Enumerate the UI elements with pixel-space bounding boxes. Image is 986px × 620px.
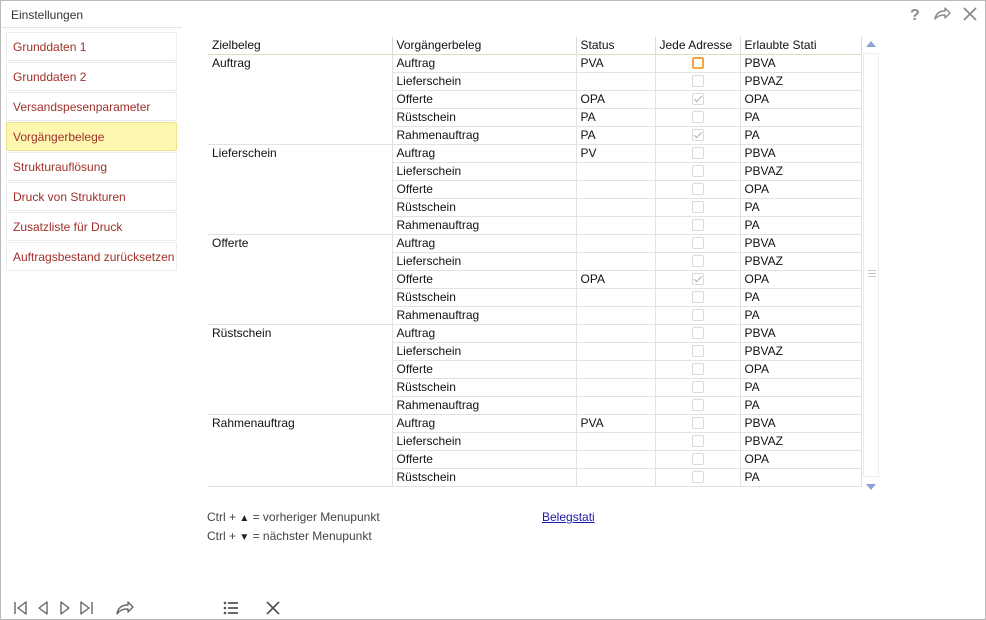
cell-erlaubte-stati[interactable]: OPA bbox=[740, 90, 861, 108]
close-icon[interactable] bbox=[961, 5, 979, 23]
cell-vorgaengerbeleg[interactable]: Offerte bbox=[392, 270, 576, 288]
jede-adresse-checkbox[interactable] bbox=[692, 435, 704, 447]
cell-vorgaengerbeleg[interactable]: Auftrag bbox=[392, 324, 576, 342]
jede-adresse-checkbox[interactable] bbox=[692, 345, 704, 357]
title-divider bbox=[2, 27, 182, 28]
table-row[interactable] bbox=[208, 108, 861, 126]
cell-jede-adresse[interactable] bbox=[655, 396, 740, 414]
cell-vorgaengerbeleg[interactable]: Offerte bbox=[392, 180, 576, 198]
cell-status[interactable]: PA bbox=[576, 108, 655, 126]
cell-erlaubte-stati[interactable]: PBVAZ bbox=[740, 252, 861, 270]
cell-zielbeleg[interactable] bbox=[208, 396, 392, 414]
cell-jede-adresse[interactable] bbox=[655, 468, 740, 486]
jede-adresse-checkbox[interactable] bbox=[692, 309, 704, 321]
cell-jede-adresse[interactable] bbox=[655, 162, 740, 180]
jede-adresse-checkbox[interactable] bbox=[692, 219, 704, 231]
jede-adresse-checkbox[interactable] bbox=[692, 201, 704, 213]
close-icon[interactable] bbox=[263, 598, 283, 618]
cell-erlaubte-stati[interactable]: PA bbox=[740, 468, 861, 486]
cell-jede-adresse[interactable] bbox=[655, 144, 740, 162]
cell-status[interactable] bbox=[576, 468, 655, 486]
cell-erlaubte-stati[interactable]: PBVAZ bbox=[740, 162, 861, 180]
cell-erlaubte-stati[interactable]: PBVA bbox=[740, 324, 861, 342]
cell-status[interactable] bbox=[576, 342, 655, 360]
table-row[interactable] bbox=[208, 306, 861, 324]
cell-vorgaengerbeleg[interactable]: Lieferschein bbox=[392, 72, 576, 90]
first-record-icon[interactable] bbox=[11, 598, 31, 618]
cell-jede-adresse[interactable] bbox=[655, 108, 740, 126]
cell-status[interactable] bbox=[576, 324, 655, 342]
vertical-scrollbar[interactable] bbox=[863, 37, 879, 492]
cell-jede-adresse[interactable] bbox=[655, 180, 740, 198]
cell-vorgaengerbeleg[interactable]: Lieferschein bbox=[392, 252, 576, 270]
next-record-icon[interactable] bbox=[55, 598, 75, 618]
cell-erlaubte-stati[interactable]: PBVAZ bbox=[740, 72, 861, 90]
jede-adresse-checkbox[interactable] bbox=[692, 183, 704, 195]
jede-adresse-checkbox[interactable] bbox=[692, 147, 704, 159]
jede-adresse-checkbox[interactable] bbox=[692, 417, 704, 429]
cell-zielbeleg[interactable]: Rüstschein bbox=[208, 324, 392, 342]
cell-erlaubte-stati[interactable]: OPA bbox=[740, 360, 861, 378]
table-row[interactable] bbox=[208, 54, 861, 72]
cell-vorgaengerbeleg[interactable]: Lieferschein bbox=[392, 432, 576, 450]
jede-adresse-checkbox[interactable] bbox=[692, 471, 704, 483]
hint-text: = nächster Menupunkt bbox=[249, 529, 372, 543]
up-triangle-icon: ▲ bbox=[239, 513, 250, 524]
cell-vorgaengerbeleg[interactable]: Auftrag bbox=[392, 54, 576, 72]
cell-status[interactable] bbox=[576, 378, 655, 396]
jede-adresse-checkbox[interactable] bbox=[692, 363, 704, 375]
sidebar-item-grunddaten-2[interactable]: Grunddaten 2 bbox=[6, 62, 177, 91]
cell-erlaubte-stati[interactable]: PA bbox=[740, 396, 861, 414]
jede-adresse-checkbox[interactable] bbox=[692, 93, 704, 105]
jede-adresse-checkbox[interactable] bbox=[692, 291, 704, 303]
table-row[interactable] bbox=[208, 90, 861, 108]
cell-zielbeleg[interactable] bbox=[208, 198, 392, 216]
cell-jede-adresse[interactable] bbox=[655, 288, 740, 306]
table-row[interactable] bbox=[208, 378, 861, 396]
hint-next-menu bbox=[207, 529, 372, 543]
cell-zielbeleg[interactable] bbox=[208, 180, 392, 198]
table-row[interactable] bbox=[208, 450, 861, 468]
cell-zielbeleg[interactable] bbox=[208, 270, 392, 288]
cell-erlaubte-stati[interactable]: PA bbox=[740, 108, 861, 126]
cell-status[interactable] bbox=[576, 198, 655, 216]
cell-status[interactable] bbox=[576, 216, 655, 234]
cell-erlaubte-stati[interactable]: PBVAZ bbox=[740, 342, 861, 360]
scroll-grip-icon[interactable] bbox=[868, 270, 876, 277]
table-row[interactable] bbox=[208, 180, 861, 198]
sidebar-item-strukturauflösung[interactable]: Strukturauflösung bbox=[6, 152, 177, 181]
cell-erlaubte-stati[interactable]: PBVA bbox=[740, 144, 861, 162]
cell-erlaubte-stati[interactable]: PBVA bbox=[740, 234, 861, 252]
cell-jede-adresse[interactable] bbox=[655, 414, 740, 432]
cell-status[interactable] bbox=[576, 432, 655, 450]
cell-vorgaengerbeleg[interactable]: Rahmenauftrag bbox=[392, 396, 576, 414]
sidebar-item-zusatzliste-für-druck[interactable]: Zusatzliste für Druck bbox=[6, 212, 177, 241]
cell-vorgaengerbeleg[interactable]: Offerte bbox=[392, 360, 576, 378]
predecessor-table bbox=[208, 37, 862, 487]
cell-jede-adresse[interactable] bbox=[655, 72, 740, 90]
cell-vorgaengerbeleg[interactable]: Offerte bbox=[392, 450, 576, 468]
cell-zielbeleg[interactable] bbox=[208, 432, 392, 450]
cell-status[interactable]: OPA bbox=[576, 270, 655, 288]
forward-share-icon[interactable] bbox=[115, 598, 135, 618]
cell-status[interactable] bbox=[576, 306, 655, 324]
header-zielbeleg[interactable]: Zielbeleg bbox=[208, 37, 392, 54]
table-row[interactable] bbox=[208, 414, 861, 432]
cell-zielbeleg[interactable]: Rahmenauftrag bbox=[208, 414, 392, 432]
cell-erlaubte-stati[interactable]: PA bbox=[740, 288, 861, 306]
header-status[interactable]: Status bbox=[576, 37, 655, 54]
cell-vorgaengerbeleg[interactable]: Lieferschein bbox=[392, 162, 576, 180]
cell-jede-adresse[interactable] bbox=[655, 342, 740, 360]
cell-zielbeleg[interactable] bbox=[208, 126, 392, 144]
list-menu-icon[interactable] bbox=[221, 598, 241, 618]
table-row[interactable] bbox=[208, 324, 861, 342]
cell-vorgaengerbeleg[interactable]: Rüstschein bbox=[392, 468, 576, 486]
settings-sidebar bbox=[6, 32, 177, 272]
cell-jede-adresse[interactable] bbox=[655, 216, 740, 234]
hint-previous-menu bbox=[207, 510, 380, 524]
header-jede-adresse[interactable]: Jede Adresse bbox=[655, 37, 740, 54]
cell-status[interactable] bbox=[576, 234, 655, 252]
cell-zielbeleg[interactable] bbox=[208, 72, 392, 90]
cell-erlaubte-stati[interactable]: PBVAZ bbox=[740, 432, 861, 450]
down-triangle-icon: ▼ bbox=[239, 532, 250, 543]
scroll-down-arrow-icon[interactable] bbox=[866, 484, 876, 490]
sidebar-item-grunddaten-1[interactable]: Grunddaten 1 bbox=[6, 32, 177, 61]
jede-adresse-checkbox[interactable] bbox=[692, 237, 704, 249]
jede-adresse-checkbox[interactable] bbox=[692, 129, 704, 141]
cell-zielbeleg[interactable] bbox=[208, 108, 392, 126]
cell-jede-adresse[interactable] bbox=[655, 252, 740, 270]
table-row[interactable] bbox=[208, 396, 861, 414]
jede-adresse-checkbox[interactable] bbox=[692, 399, 704, 411]
cell-jede-adresse[interactable] bbox=[655, 126, 740, 144]
belegstati-link[interactable]: Belegstati bbox=[542, 510, 595, 524]
cell-zielbeleg[interactable] bbox=[208, 342, 392, 360]
cell-vorgaengerbeleg[interactable]: Rahmenauftrag bbox=[392, 126, 576, 144]
cell-status[interactable] bbox=[576, 288, 655, 306]
table-row[interactable] bbox=[208, 72, 861, 90]
cell-vorgaengerbeleg[interactable]: Lieferschein bbox=[392, 342, 576, 360]
cell-status[interactable] bbox=[576, 360, 655, 378]
cell-jede-adresse[interactable] bbox=[655, 198, 740, 216]
cell-erlaubte-stati[interactable]: OPA bbox=[740, 270, 861, 288]
table-row[interactable] bbox=[208, 198, 861, 216]
previous-record-icon[interactable] bbox=[33, 598, 53, 618]
table-row[interactable] bbox=[208, 360, 861, 378]
table-row[interactable] bbox=[208, 432, 861, 450]
cell-jede-adresse[interactable] bbox=[655, 360, 740, 378]
cell-status[interactable]: OPA bbox=[576, 90, 655, 108]
cell-erlaubte-stati[interactable]: OPA bbox=[740, 450, 861, 468]
window-title: Einstellungen bbox=[11, 8, 84, 22]
jede-adresse-checkbox[interactable] bbox=[692, 255, 704, 267]
table-row[interactable] bbox=[208, 252, 861, 270]
cell-zielbeleg[interactable] bbox=[208, 306, 392, 324]
hint-prefix: Ctrl + bbox=[207, 529, 240, 543]
cell-vorgaengerbeleg[interactable]: Auftrag bbox=[392, 144, 576, 162]
cell-jede-adresse[interactable] bbox=[655, 450, 740, 468]
table-row[interactable] bbox=[208, 288, 861, 306]
cell-status[interactable] bbox=[576, 180, 655, 198]
sidebar-item-druck-von-strukturen[interactable]: Druck von Strukturen bbox=[6, 182, 177, 211]
cell-erlaubte-stati[interactable]: PA bbox=[740, 216, 861, 234]
jede-adresse-checkbox[interactable] bbox=[692, 273, 704, 285]
cell-status[interactable]: PA bbox=[576, 126, 655, 144]
help-icon[interactable] bbox=[905, 5, 923, 23]
cell-jede-adresse[interactable] bbox=[655, 90, 740, 108]
cell-status[interactable]: PV bbox=[576, 144, 655, 162]
cell-erlaubte-stati[interactable]: PA bbox=[740, 198, 861, 216]
jede-adresse-checkbox[interactable] bbox=[692, 111, 704, 123]
cell-jede-adresse[interactable] bbox=[655, 324, 740, 342]
cell-erlaubte-stati[interactable]: OPA bbox=[740, 180, 861, 198]
header-vorgaengerbeleg[interactable]: Vorgängerbeleg bbox=[392, 37, 576, 54]
cell-vorgaengerbeleg[interactable]: Offerte bbox=[392, 90, 576, 108]
cell-zielbeleg[interactable] bbox=[208, 360, 392, 378]
jede-adresse-checkbox[interactable] bbox=[692, 327, 704, 339]
cell-zielbeleg[interactable] bbox=[208, 450, 392, 468]
cell-status[interactable] bbox=[576, 252, 655, 270]
scroll-track[interactable] bbox=[863, 53, 879, 477]
predecessor-grid bbox=[208, 37, 861, 487]
cell-zielbeleg[interactable]: Auftrag bbox=[208, 54, 392, 72]
cell-erlaubte-stati[interactable]: PA bbox=[740, 126, 861, 144]
table-row[interactable] bbox=[208, 234, 861, 252]
table-row[interactable] bbox=[208, 342, 861, 360]
cell-vorgaengerbeleg[interactable]: Rüstschein bbox=[392, 108, 576, 126]
table-row[interactable] bbox=[208, 468, 861, 486]
table-row[interactable] bbox=[208, 216, 861, 234]
scroll-up-arrow-icon[interactable] bbox=[866, 41, 876, 47]
sidebar-item-versandspesenparameter[interactable]: Versandspesenparameter bbox=[6, 92, 177, 121]
cell-status[interactable] bbox=[576, 450, 655, 468]
cell-erlaubte-stati[interactable]: PBVA bbox=[740, 54, 861, 72]
jede-adresse-checkbox[interactable] bbox=[692, 381, 704, 393]
last-record-icon[interactable] bbox=[76, 598, 96, 618]
cell-jede-adresse[interactable] bbox=[655, 306, 740, 324]
window-controls bbox=[905, 5, 979, 23]
cell-status[interactable] bbox=[576, 162, 655, 180]
cell-erlaubte-stati[interactable]: PA bbox=[740, 378, 861, 396]
header-erlaubte-stati[interactable]: Erlaubte Stati bbox=[740, 37, 861, 54]
cell-vorgaengerbeleg[interactable]: Auftrag bbox=[392, 234, 576, 252]
cell-zielbeleg[interactable] bbox=[208, 288, 392, 306]
jede-adresse-checkbox[interactable] bbox=[692, 57, 704, 69]
cell-vorgaengerbeleg[interactable]: Rüstschein bbox=[392, 198, 576, 216]
cell-vorgaengerbeleg[interactable]: Rüstschein bbox=[392, 378, 576, 396]
cell-zielbeleg[interactable] bbox=[208, 252, 392, 270]
hint-prefix: Ctrl + bbox=[207, 510, 240, 524]
cell-zielbeleg[interactable] bbox=[208, 468, 392, 486]
sidebar-item-vorgängerbelege[interactable]: Vorgängerbelege bbox=[6, 122, 177, 151]
cell-jede-adresse[interactable] bbox=[655, 432, 740, 450]
cell-zielbeleg[interactable] bbox=[208, 90, 392, 108]
svg-text:?: ? bbox=[910, 7, 920, 23]
forward-share-icon[interactable] bbox=[933, 5, 951, 23]
jede-adresse-checkbox[interactable] bbox=[692, 165, 704, 177]
cell-vorgaengerbeleg[interactable]: Auftrag bbox=[392, 414, 576, 432]
cell-status[interactable]: PVA bbox=[576, 414, 655, 432]
cell-jede-adresse[interactable] bbox=[655, 378, 740, 396]
cell-zielbeleg[interactable] bbox=[208, 378, 392, 396]
cell-erlaubte-stati[interactable]: PBVA bbox=[740, 414, 861, 432]
cell-jede-adresse[interactable] bbox=[655, 270, 740, 288]
cell-zielbeleg[interactable] bbox=[208, 216, 392, 234]
jede-adresse-checkbox[interactable] bbox=[692, 453, 704, 465]
cell-status[interactable]: PVA bbox=[576, 54, 655, 72]
cell-erlaubte-stati[interactable]: PA bbox=[740, 306, 861, 324]
cell-vorgaengerbeleg[interactable]: Rahmenauftrag bbox=[392, 306, 576, 324]
cell-zielbeleg[interactable] bbox=[208, 162, 392, 180]
cell-status[interactable] bbox=[576, 72, 655, 90]
table-row[interactable] bbox=[208, 126, 861, 144]
cell-zielbeleg[interactable]: Offerte bbox=[208, 234, 392, 252]
cell-zielbeleg[interactable]: Lieferschein bbox=[208, 144, 392, 162]
hint-text: = vorheriger Menupunkt bbox=[249, 510, 380, 524]
table-row[interactable] bbox=[208, 144, 861, 162]
cell-vorgaengerbeleg[interactable]: Rüstschein bbox=[392, 288, 576, 306]
table-header-row bbox=[208, 37, 861, 54]
jede-adresse-checkbox[interactable] bbox=[692, 75, 704, 87]
cell-jede-adresse[interactable] bbox=[655, 234, 740, 252]
table-row[interactable] bbox=[208, 270, 861, 288]
sidebar-item-auftragsbestand-zurücksetzen[interactable]: Auftragsbestand zurücksetzen bbox=[6, 242, 177, 271]
cell-status[interactable] bbox=[576, 396, 655, 414]
cell-vorgaengerbeleg[interactable]: Rahmenauftrag bbox=[392, 216, 576, 234]
cell-jede-adresse[interactable] bbox=[655, 54, 740, 72]
table-row[interactable] bbox=[208, 162, 861, 180]
